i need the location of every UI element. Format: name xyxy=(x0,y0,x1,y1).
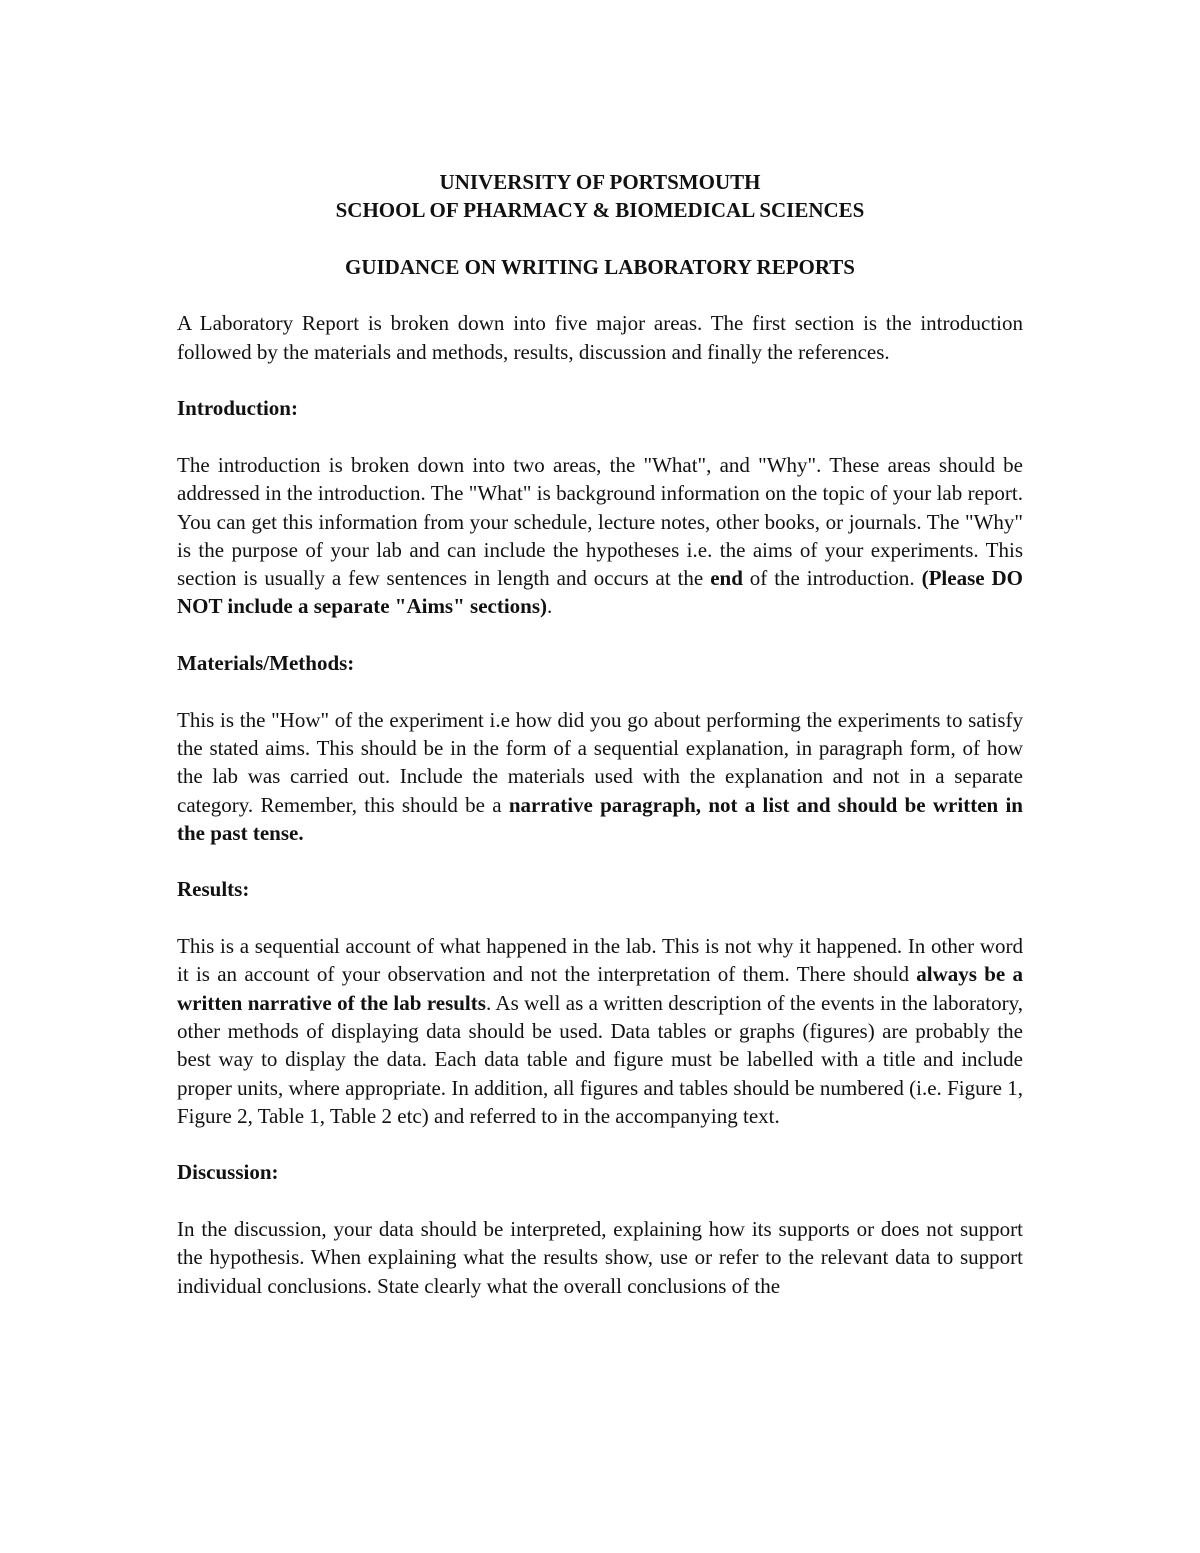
introduction-text-1: The introduction is broken down into two areas, the "What", and "Why". These areas should be addressed in the introduction. The "What" is background information on the topic of your lab report. You can get this information from your schedule, lecture notes, other books, or journals. The "Why" is the purpose of your lab and can include the hypotheses i.e. the aims of your experiments. This section is usually a few sentences in length and occurs at the xyxy=(177,452,1023,591)
introduction-text-3: . xyxy=(547,594,553,619)
results-heading: Results: xyxy=(177,877,250,902)
discussion-heading: Discussion: xyxy=(177,1160,279,1185)
results-bold: always be a written narrative of the lab results xyxy=(177,962,1023,1015)
introduction-paragraph xyxy=(177,451,1023,621)
introduction-aims-note: (Please DO NOT include a separate "Aims" sections) xyxy=(177,566,1023,619)
university-name: UNIVERSITY OF PORTSMOUTH xyxy=(439,170,761,194)
introduction-text-2: of the introduction. xyxy=(742,566,922,591)
introduction-heading: Introduction: xyxy=(177,396,298,421)
document-title: GUIDANCE ON WRITING LABORATORY REPORTS xyxy=(345,254,855,279)
discussion-paragraph: In the discussion, your data should be interpreted, explaining how its supports or does not support the hypothesis. When explaining what the results show, use or refer to the relevant data to support individual conclusions. State clearly what the overall conclusions of the xyxy=(177,1216,1023,1298)
results-paragraph xyxy=(177,932,1023,1130)
introduction-end-bold: end xyxy=(710,566,743,591)
results-text-2: . As well as a written description of the events in the laboratory, other methods of displaying data should be used. Data tables or graphs (figures) are probably the best way to display the data. Each data table and figure must be labelled with a title and include proper units, where appropriate. In addition, all figures and tables should be numbered (i.e. Figure 1, Figure 2, Table 1, Table 2 etc) and referred to in the accompanying text. xyxy=(177,990,1023,1128)
methods-paragraph xyxy=(177,706,1023,847)
methods-heading: Materials/Methods: xyxy=(177,651,355,676)
methods-bold: narrative paragraph, not a list and should be written in the past tense. xyxy=(177,792,1023,845)
document-page xyxy=(177,168,1023,1300)
methods-text: This is the "How" of the experiment i.e how did you go about performing the experiments to satisfy the stated aims. This should be in the form of a sequential explanation, in paragraph form, of how the lab was carried out. Include the materials used with the explanation and not in a separate category. Remember, this should be a xyxy=(177,707,1023,817)
school-name: SCHOOL OF PHARMACY & BIOMEDICAL SCIENCES xyxy=(335,198,865,223)
results-text-1: This is a sequential account of what happened in the lab. This is not why it happened. In other word it is an account of your observation and not the interpretation of them. There should xyxy=(177,934,1023,987)
intro-paragraph: A Laboratory Report is broken down into five major areas. The first section is the introduction followed by the materials and methods, results, discussion and finally the references. xyxy=(177,311,1023,364)
